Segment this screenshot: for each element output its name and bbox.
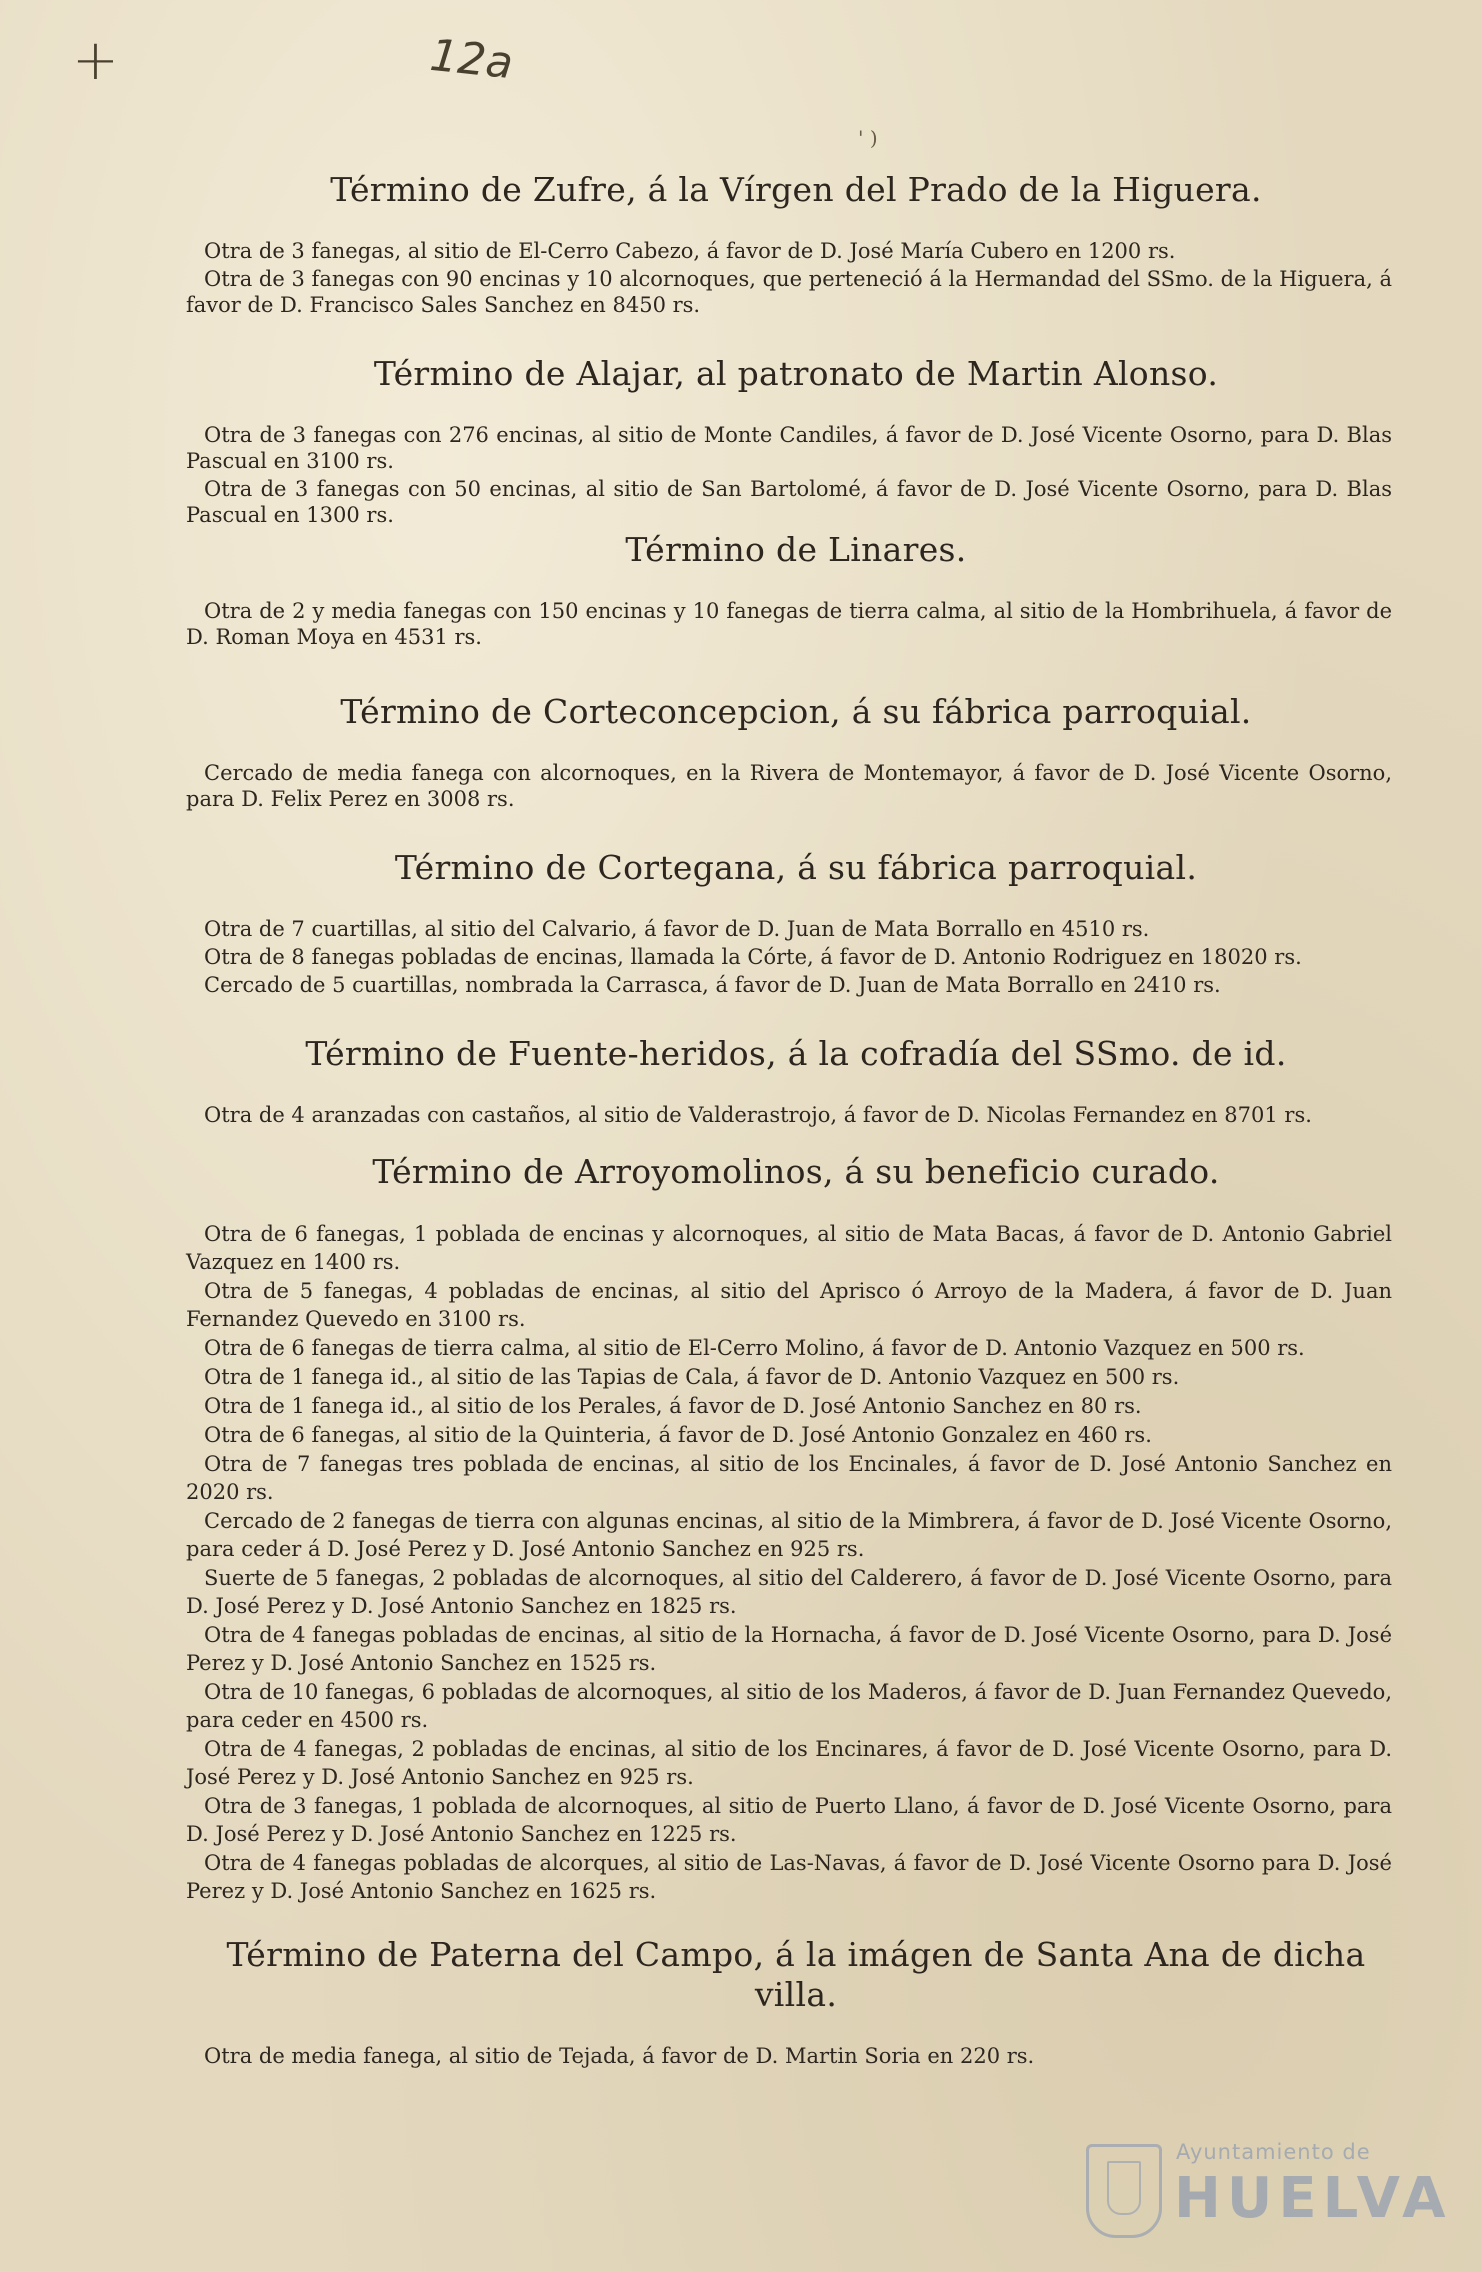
property-entry: Otra de 7 cuartillas, al sitio del Calvario, á favor de D. Juan de Mata Borrallo en 4510 rs. [204, 917, 1150, 941]
section-heading: Término de Linares. [625, 530, 967, 569]
property-entry: Otra de 6 fanegas, 1 poblada de encinas y alcornoques, al sitio de Mata Bacas, á favor de D. Antonio Gabriel Vazquez en 1400 rs. [186, 1222, 1392, 1274]
property-entry: Otra de 6 fanegas, al sitio de la Quinteria, á favor de D. José Antonio Gonzalez en 460 rs. [204, 1423, 1152, 1447]
section-heading: Término de Fuente-heridos, á la cofradía del SSmo. de id. [305, 1034, 1287, 1073]
section-corteconcepcion [186, 692, 1406, 812]
section-heading: Término de Zufre, á la Vírgen del Prado de la Higuera. [330, 170, 1262, 209]
property-entry: Otra de 4 fanegas, 2 pobladas de encinas, al sitio de los Encinares, á favor de D. José Vicente Osorno, para D. José Perez y D. José Antonio Sanchez en 925 rs. [186, 1737, 1392, 1789]
handwritten-plus-mark: + [72, 28, 119, 93]
property-entry: Otra de 4 fanegas pobladas de alcorques, al sitio de Las-Navas, á favor de D. José Vicente Osorno para D. José Perez y D. José Antonio Sanchez en 1625 rs. [186, 1851, 1392, 1903]
section-zufre [186, 170, 1406, 318]
coat-of-arms-icon [1086, 2144, 1162, 2238]
handwritten-page-number: 12a [427, 29, 516, 90]
property-entry: Cercado de 5 cuartillas, nombrada la Carrasca, á favor de D. Juan de Mata Borrallo en 2410 rs. [204, 973, 1221, 997]
ink-speck: ' ) [858, 126, 878, 150]
property-entry: Otra de media fanega, al sitio de Tejada, á favor de D. Martin Soria en 220 rs. [204, 2044, 1035, 2068]
section-fuente-heridos [186, 1034, 1406, 1128]
property-entry: Suerte de 5 fanegas, 2 pobladas de alcornoques, al sitio del Calderero, á favor de D. José Vicente Osorno, para D. José Perez y D. José Antonio Sanchez en 1825 rs. [186, 1566, 1392, 1618]
property-entry: Otra de 3 fanegas con 50 encinas, al sitio de San Bartolomé, á favor de D. José Vicente Osorno, para D. Blas Pascual en 1300 rs. [186, 477, 1392, 527]
section-heading: Término de Alajar, al patronato de Martin Alonso. [373, 354, 1219, 393]
property-entry: Otra de 3 fanegas, 1 poblada de alcornoques, al sitio de Puerto Llano, á favor de D. José Vicente Osorno, para D. José Perez y D. José Antonio Sanchez en 1225 rs. [186, 1794, 1392, 1846]
property-entry: Cercado de 2 fanegas de tierra con algunas encinas, al sitio de la Mimbrera, á favor de D. José Vicente Osorno, para ceder á D. José Perez y D. José Antonio Sanchez en 925 rs. [186, 1509, 1392, 1561]
section-heading: Término de Arroyomolinos, á su beneficio curado. [372, 1152, 1220, 1191]
property-entry: Otra de 2 y media fanegas con 150 encinas y 10 fanegas de tierra calma, al sitio de la Hombrihuela, á favor de D. Roman Moya en 4531 rs. [186, 599, 1392, 649]
section-heading: Término de Corteconcepcion, á su fábrica parroquial. [340, 692, 1252, 731]
property-entry: Otra de 1 fanega id., al sitio de las Tapias de Cala, á favor de D. Antonio Vazquez en 500 rs. [204, 1365, 1180, 1389]
watermark-top-text: Ayuntamiento de [1176, 2140, 1371, 2164]
property-entry: Otra de 4 fanegas pobladas de encinas, al sitio de la Hornacha, á favor de D. José Vicente Osorno, para D. José Perez y D. José Antonio Sanchez en 1525 rs. [186, 1623, 1392, 1675]
section-alajar [186, 354, 1406, 528]
section-linares [186, 530, 1406, 650]
property-entry: Otra de 10 fanegas, 6 pobladas de alcornoques, al sitio de los Maderos, á favor de D. Juan Fernandez Quevedo, para ceder en 4500 rs. [186, 1680, 1392, 1732]
property-entry: Otra de 3 fanegas, al sitio de El-Cerro Cabezo, á favor de D. José María Cubero en 1200 rs. [204, 239, 1176, 263]
property-entry: Otra de 6 fanegas de tierra calma, al sitio de El-Cerro Molino, á favor de D. Antonio Vazquez en 500 rs. [204, 1336, 1305, 1360]
document-body [186, 160, 1406, 2071]
section-arroyomolinos [186, 1152, 1406, 1905]
property-entry: Otra de 8 fanegas pobladas de encinas, llamada la Córte, á favor de D. Antonio Rodriguez en 18020 rs. [204, 945, 1302, 969]
property-entry: Otra de 4 aranzadas con castaños, al sitio de Valderastrojo, á favor de D. Nicolas Fernandez en 8701 rs. [204, 1103, 1312, 1127]
archive-watermark [1086, 2130, 1452, 2240]
property-entry: Otra de 1 fanega id., al sitio de los Perales, á favor de D. José Antonio Sanchez en 80 rs. [204, 1394, 1142, 1418]
property-entry: Cercado de media fanega con alcornoques, en la Rivera de Montemayor, á favor de D. José Vicente Osorno, para D. Felix Perez en 3008 rs. [186, 761, 1392, 811]
property-entry: Otra de 3 fanegas con 276 encinas, al sitio de Monte Candiles, á favor de D. José Vicente Osorno, para D. Blas Pascual en 3100 rs. [186, 423, 1392, 473]
section-cortegana [186, 848, 1406, 998]
property-entry: Otra de 7 fanegas tres poblada de encinas, al sitio de los Encinales, á favor de D. José Antonio Sanchez en 2020 rs. [186, 1452, 1392, 1504]
property-entry: Otra de 5 fanegas, 4 pobladas de encinas, al sitio del Aprisco ó Arroyo de la Madera, á favor de D. Juan Fernandez Quevedo en 3100 rs. [186, 1279, 1392, 1331]
section-paterna-del-campo [186, 1935, 1406, 2069]
section-heading: Término de Paterna del Campo, á la imágen de Santa Ana de dicha villa. [226, 1935, 1366, 2014]
section-heading: Término de Cortegana, á su fábrica parroquial. [394, 848, 1198, 887]
property-entry: Otra de 3 fanegas con 90 encinas y 10 alcornoques, que perteneció á la Hermandad del SSmo. de la Higuera, á favor de D. Francisco Sales Sanchez en 8450 rs. [186, 267, 1392, 317]
watermark-main-text: HUELVA [1174, 2166, 1452, 2231]
